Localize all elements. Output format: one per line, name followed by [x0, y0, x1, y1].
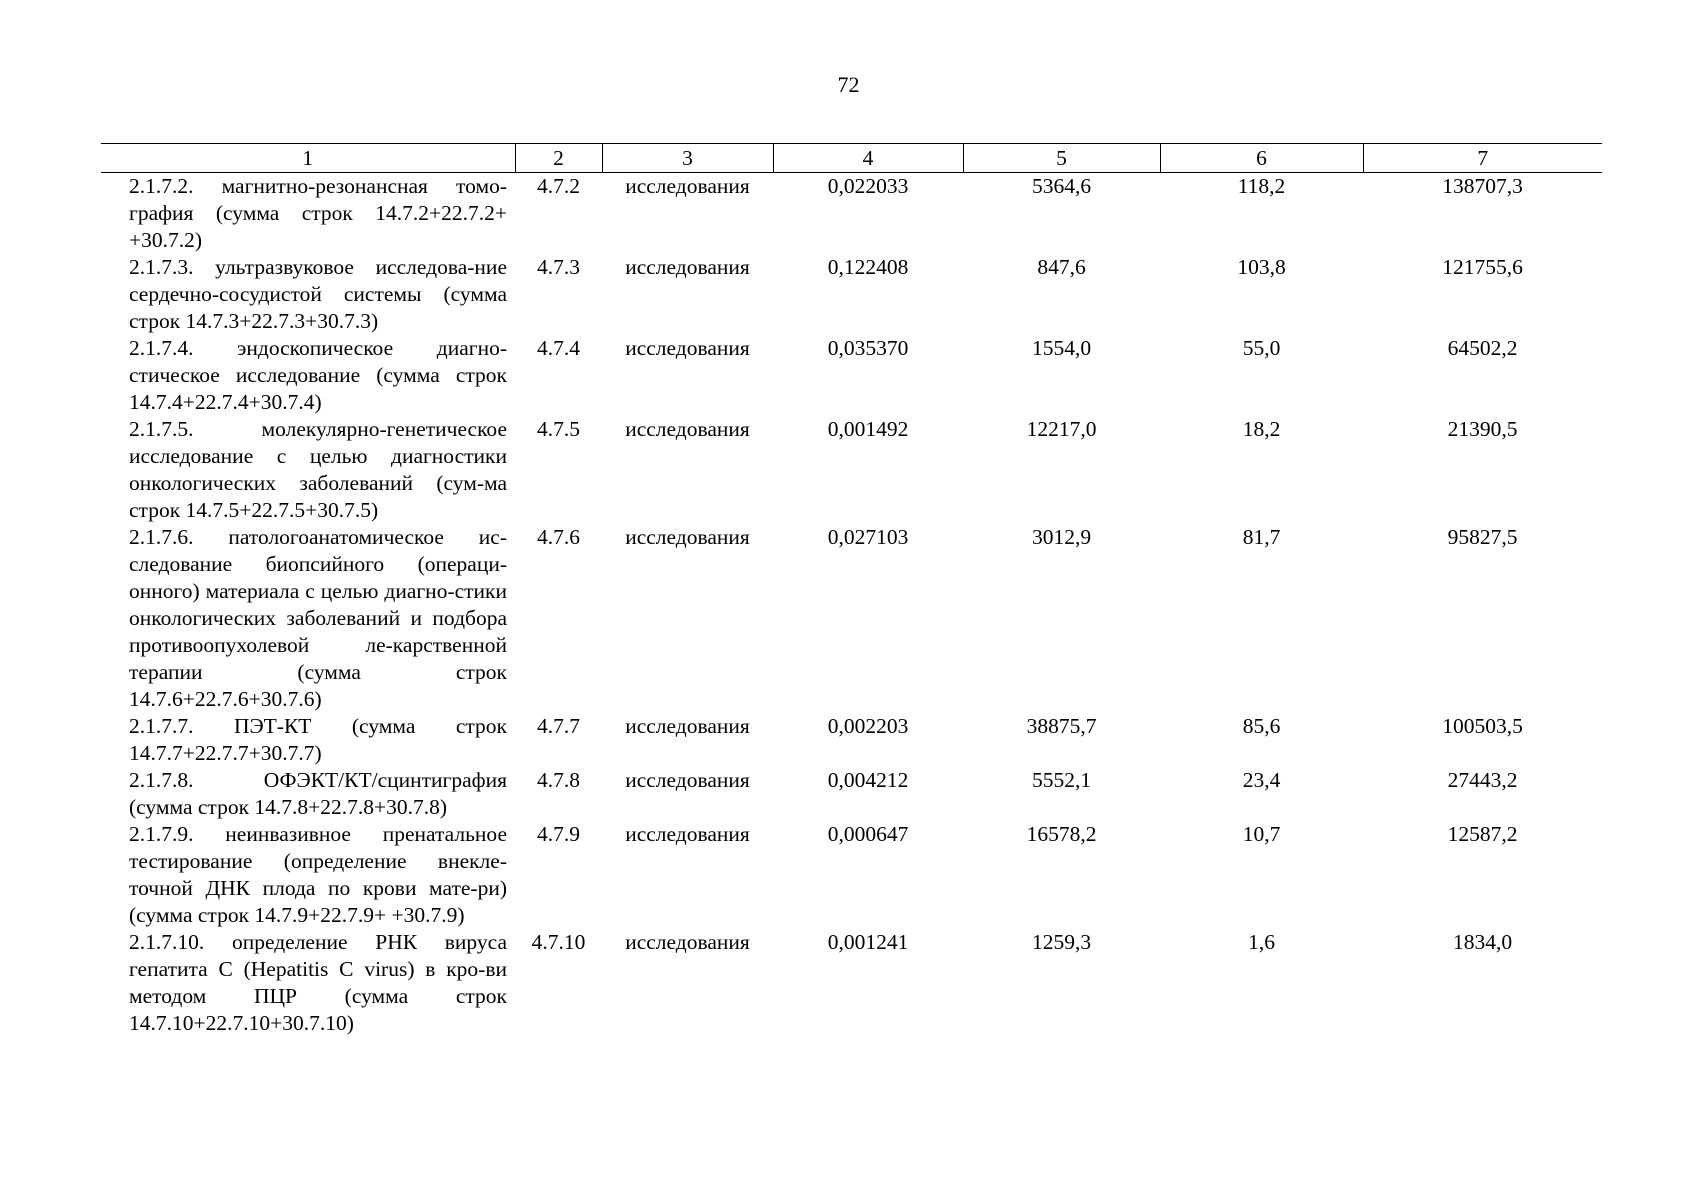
row-name: 2.1.7.10. определение РНК вируса гепатита C (Hepatitis C virus) в кро-ви методом ПЦР (сумма строк 14.7.10+22.7.10+30.7.10) — [129, 930, 507, 1035]
row-col-5: 847,6 — [1037, 255, 1086, 279]
row-unit: исследования — [625, 336, 750, 360]
row-col-6: 103,8 — [1237, 255, 1286, 279]
row-code: 4.7.7 — [537, 714, 580, 738]
header-col-6: 6 — [1160, 144, 1363, 173]
row-name: 2.1.7.3. ультразвуковое исследова-ние сердечно-сосудистой системы (сумма строк 14.7.3+22.7.3+30.7.3) — [129, 255, 507, 333]
row-col-7: 1834,0 — [1452, 930, 1513, 954]
row-col-7: 138707,3 — [1442, 174, 1523, 198]
row-col-4: 0,022033 — [827, 174, 909, 198]
row-col-7: 121755,6 — [1442, 255, 1523, 279]
row-col-4: 0,027103 — [827, 525, 909, 549]
row-col-5: 1554,0 — [1031, 336, 1092, 360]
row-name: 2.1.7.4. эндоскопическое диагно-стическое исследование (сумма строк 14.7.4+22.7.4+30.7.4) — [129, 336, 507, 414]
row-col-4: 0,122408 — [827, 255, 909, 279]
row-unit: исследования — [625, 255, 750, 279]
row-col-4: 0,000647 — [827, 822, 909, 846]
table-header — [101, 144, 1602, 173]
row-col-6: 10,7 — [1242, 822, 1281, 846]
row-code: 4.7.9 — [537, 822, 580, 846]
header-col-5: 5 — [963, 144, 1160, 173]
row-name: 2.1.7.8. ОФЭКТ/КТ/сцинтиграфия (сумма строк 14.7.8+22.7.8+30.7.8) — [129, 768, 507, 819]
row-code: 4.7.2 — [537, 174, 580, 198]
header-col-7: 7 — [1363, 144, 1602, 173]
row-unit: исследования — [625, 822, 750, 846]
row-col-6: 81,7 — [1242, 525, 1281, 549]
page-number: 72 — [837, 72, 860, 97]
row-col-7: 100503,5 — [1442, 714, 1523, 738]
row-unit: исследования — [625, 525, 750, 549]
header-col-1: 1 — [101, 144, 515, 173]
row-name: 2.1.7.9. неинвазивное пренатальное тестирование (определение внекле-точной ДНК плода по крови мате-ри) (сумма строк 14.7.9+22.7.9+ +30.7.9) — [129, 822, 507, 927]
row-col-4: 0,001241 — [827, 930, 909, 954]
row-name: 2.1.7.5. молекулярно-генетическое исследование с целью диагностики онкологических заболеваний (сум-ма строк 14.7.5+22.7.5+30.7.5) — [129, 417, 507, 522]
table-row — [101, 524, 1602, 713]
table-row — [101, 173, 1602, 255]
row-unit: исследования — [625, 417, 750, 441]
header-row — [101, 144, 1602, 173]
row-col-7: 27443,2 — [1447, 768, 1518, 792]
row-col-6: 23,4 — [1242, 768, 1281, 792]
row-col-6: 55,0 — [1242, 336, 1281, 360]
data-table — [101, 143, 1602, 1037]
row-col-7: 12587,2 — [1447, 822, 1518, 846]
row-unit: исследования — [625, 714, 750, 738]
row-code: 4.7.4 — [537, 336, 580, 360]
row-code: 4.7.3 — [537, 255, 580, 279]
table-row — [101, 713, 1602, 767]
row-name: 2.1.7.7. ПЭТ-КТ (сумма строк 14.7.7+22.7.7+30.7.7) — [129, 714, 507, 765]
table-row — [101, 416, 1602, 524]
row-col-6: 1,6 — [1248, 930, 1275, 954]
row-col-5: 16578,2 — [1026, 822, 1097, 846]
row-unit: исследования — [625, 174, 750, 198]
row-col-6: 118,2 — [1237, 174, 1286, 198]
row-col-5: 3012,9 — [1031, 525, 1092, 549]
row-col-7: 95827,5 — [1447, 525, 1518, 549]
row-col-5: 38875,7 — [1026, 714, 1097, 738]
row-name: 2.1.7.6. патологоанатомическое ис-следование биопсийного (операци-онного) материала с целью диагно-стики онкологических заболеваний и подбора противоопухолевой ле-карственной терапии (сумма строк 14.7.6+22.7.6+30.7.6) — [129, 525, 507, 711]
table-row — [101, 254, 1602, 335]
row-col-4: 0,001492 — [827, 417, 909, 441]
row-col-5: 12217,0 — [1026, 417, 1097, 441]
table-row — [101, 821, 1602, 929]
header-col-4: 4 — [773, 144, 963, 173]
row-col-5: 5552,1 — [1031, 768, 1092, 792]
row-name: 2.1.7.2. магнитно-резонансная томо-графия (сумма строк 14.7.2+22.7.2+ +30.7.2) — [129, 174, 507, 252]
row-col-4: 0,002203 — [827, 714, 909, 738]
row-col-5: 1259,3 — [1031, 930, 1092, 954]
row-col-7: 64502,2 — [1447, 336, 1518, 360]
row-col-5: 5364,6 — [1031, 174, 1092, 198]
row-code: 4.7.8 — [537, 768, 580, 792]
row-col-6: 18,2 — [1242, 417, 1281, 441]
row-unit: исследования — [625, 930, 750, 954]
row-col-4: 0,035370 — [827, 336, 909, 360]
header-col-2: 2 — [515, 144, 602, 173]
row-code: 4.7.6 — [537, 525, 580, 549]
row-col-7: 21390,5 — [1447, 417, 1518, 441]
header-col-3: 3 — [602, 144, 773, 173]
table-body — [101, 173, 1602, 1038]
row-unit: исследования — [625, 768, 750, 792]
row-code: 4.7.10 — [531, 930, 586, 954]
row-code: 4.7.5 — [537, 417, 580, 441]
table-row — [101, 335, 1602, 416]
row-col-4: 0,004212 — [827, 768, 909, 792]
table-row — [101, 929, 1602, 1037]
table-row — [101, 767, 1602, 821]
row-col-6: 85,6 — [1242, 714, 1281, 738]
